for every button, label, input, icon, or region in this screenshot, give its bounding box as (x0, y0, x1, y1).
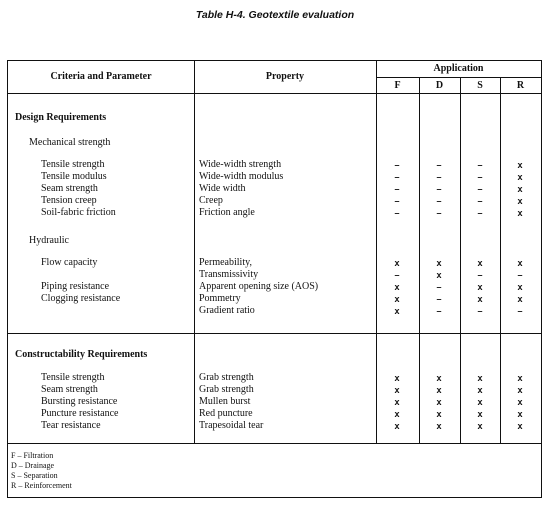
applicable-mark: x (436, 270, 442, 280)
geotextile-table (7, 60, 542, 498)
constructability-requirements-heading: Constructability Requirements (15, 349, 148, 360)
applicable-mark: x (394, 258, 400, 268)
applicable-mark: x (394, 421, 400, 431)
not-applicable-mark: – (517, 270, 523, 280)
not-applicable-mark: – (394, 208, 400, 218)
applicable-mark: x (517, 184, 523, 194)
applicable-mark: x (394, 282, 400, 292)
not-applicable-mark: – (436, 172, 442, 182)
not-applicable-mark: – (477, 208, 483, 218)
applicable-mark: x (517, 421, 523, 431)
applicable-mark: x (436, 385, 442, 395)
not-applicable-mark: – (394, 172, 400, 182)
applicable-mark: x (477, 421, 483, 431)
not-applicable-mark: – (477, 172, 483, 182)
not-applicable-mark: – (436, 208, 442, 218)
applicable-mark: x (517, 294, 523, 304)
design-requirements-heading: Design Requirements (15, 112, 107, 123)
not-applicable-mark: – (436, 160, 442, 170)
applicable-mark: x (394, 409, 400, 419)
column-header-filtration: F (394, 80, 401, 91)
row-criteria: Tensile strength (41, 372, 105, 383)
legend-drainage: D – Drainage (11, 461, 55, 470)
legend-filtration: F – Filtration (11, 451, 54, 460)
row-property: Trapesoidal tear (199, 420, 264, 431)
not-applicable-mark: – (477, 306, 483, 316)
column-header-drainage: D (435, 80, 444, 91)
section-divider (8, 333, 541, 334)
row-property: Transmissivity (199, 269, 259, 280)
applicable-mark: x (394, 373, 400, 383)
row-criteria: Flow capacity (41, 257, 98, 268)
not-applicable-mark: – (477, 160, 483, 170)
applicable-mark: x (436, 373, 442, 383)
applicable-mark: x (517, 258, 523, 268)
not-applicable-mark: – (436, 184, 442, 194)
not-applicable-mark: – (436, 282, 442, 292)
applicable-mark: x (436, 397, 442, 407)
mechanical-strength-subheading: Mechanical strength (29, 137, 111, 148)
row-property: Grab strength (199, 372, 254, 383)
row-property: Permeability, (199, 257, 252, 268)
applicable-mark: x (436, 258, 442, 268)
row-property: Pommetry (199, 293, 241, 304)
row-property: Mullen burst (199, 396, 251, 407)
row-criteria: Tensile strength (41, 159, 105, 170)
row-criteria: Puncture resistance (41, 408, 119, 419)
applicable-mark: x (517, 397, 523, 407)
not-applicable-mark: – (394, 184, 400, 194)
not-applicable-mark: – (436, 196, 442, 206)
applicable-mark: x (436, 409, 442, 419)
not-applicable-mark: – (436, 294, 442, 304)
applicable-mark: x (517, 409, 523, 419)
applicable-mark: x (477, 373, 483, 383)
row-property: Wide width (199, 183, 246, 194)
applicable-mark: x (477, 258, 483, 268)
application-divider (376, 77, 541, 78)
row-property: Creep (199, 195, 223, 206)
column-divider (376, 61, 377, 443)
row-property: Wide-width strength (199, 159, 282, 170)
applicable-mark: x (517, 160, 523, 170)
applicable-mark: x (477, 397, 483, 407)
not-applicable-mark: – (477, 184, 483, 194)
row-property: Red puncture (199, 408, 253, 419)
criteria-header: Criteria and Parameter (50, 71, 152, 82)
row-property: Apparent opening size (AOS) (199, 281, 319, 292)
applicable-mark: x (517, 172, 523, 182)
applicable-mark: x (517, 385, 523, 395)
row-criteria: Seam strength (41, 384, 98, 395)
row-criteria: Seam strength (41, 183, 98, 194)
column-header-reinforcement: R (516, 80, 525, 91)
applicable-mark: x (517, 282, 523, 292)
column-divider (460, 77, 461, 443)
column-divider (419, 77, 420, 443)
applicable-mark: x (477, 282, 483, 292)
applicable-mark: x (394, 385, 400, 395)
column-divider (194, 61, 195, 443)
applicable-mark: x (477, 409, 483, 419)
row-property: Wide-width modulus (199, 171, 284, 182)
applicable-mark: x (394, 397, 400, 407)
row-criteria: Bursting resistance (41, 396, 118, 407)
not-applicable-mark: – (394, 160, 400, 170)
applicable-mark: x (477, 385, 483, 395)
column-divider (500, 77, 501, 443)
not-applicable-mark: – (517, 306, 523, 316)
applicable-mark: x (436, 421, 442, 431)
property-header: Property (265, 71, 305, 82)
not-applicable-mark: – (436, 306, 442, 316)
row-criteria: Tear resistance (41, 420, 101, 431)
not-applicable-mark: – (477, 196, 483, 206)
row-criteria: Piping resistance (41, 281, 110, 292)
applicable-mark: x (517, 196, 523, 206)
row-property: Gradient ratio (199, 305, 255, 316)
applicable-mark: x (394, 294, 400, 304)
table-caption: Table H-4. Geotextile evaluation (195, 9, 355, 21)
footer-divider (8, 443, 541, 444)
row-criteria: Soil-fabric friction (41, 207, 116, 218)
column-header-separation: S (477, 80, 483, 91)
row-criteria: Tensile modulus (41, 171, 107, 182)
row-property: Grab strength (199, 384, 254, 395)
legend-separation: S – Separation (11, 471, 58, 480)
not-applicable-mark: – (394, 196, 400, 206)
legend-reinforcement: R – Reinforcement (11, 481, 72, 490)
applicable-mark: x (517, 208, 523, 218)
hydraulic-subheading: Hydraulic (29, 235, 69, 246)
row-property: Friction angle (199, 207, 255, 218)
row-criteria: Clogging resistance (41, 293, 121, 304)
applicable-mark: x (517, 373, 523, 383)
row-criteria: Tension creep (41, 195, 97, 206)
applicable-mark: x (394, 306, 400, 316)
not-applicable-mark: – (477, 270, 483, 280)
applicable-mark: x (477, 294, 483, 304)
header-divider (8, 93, 541, 94)
application-header: Application (433, 63, 484, 74)
not-applicable-mark: – (394, 270, 400, 280)
